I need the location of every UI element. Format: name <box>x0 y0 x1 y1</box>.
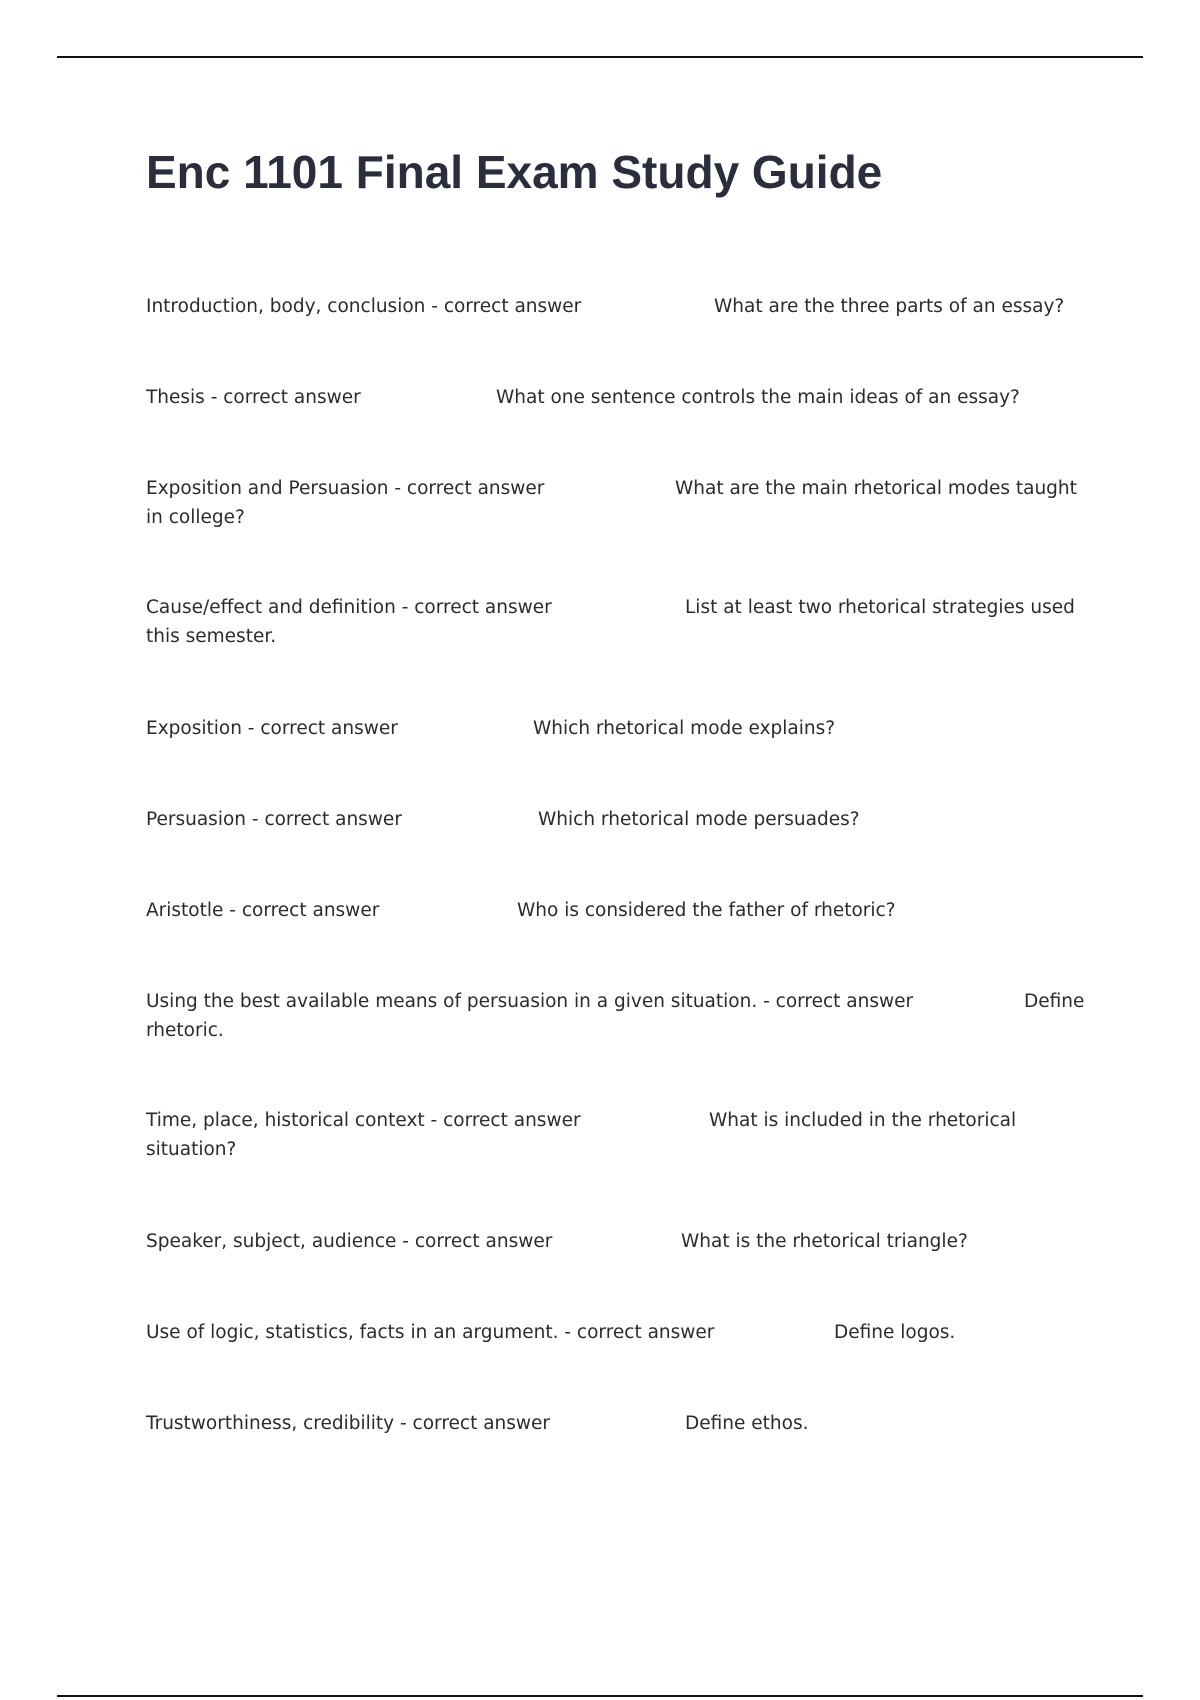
question-text: What is included in the rhetorical <box>709 1110 1017 1131</box>
answer-text: Cause/effect and definition - correct answer <box>146 597 552 618</box>
qa-item <box>146 593 1086 651</box>
question-continuation: this semester. <box>146 626 277 647</box>
qa-item <box>146 1227 1086 1256</box>
question-text: Define <box>1024 991 1085 1012</box>
qa-item <box>146 292 1086 321</box>
answer-text: Speaker, subject, audience - correct answer <box>146 1231 553 1252</box>
question-text: What are the three parts of an essay? <box>714 296 1065 317</box>
question-text: List at least two rhetorical strategies used <box>685 597 1075 618</box>
qa-item <box>146 1318 1086 1347</box>
question-continuation: situation? <box>146 1139 237 1160</box>
answer-text: Trustworthiness, credibility - correct answer <box>146 1413 551 1434</box>
question-text: Who is considered the father of rhetoric? <box>517 900 896 921</box>
question-text: What one sentence controls the main ideas of an essay? <box>496 387 1020 408</box>
question-continuation: in college? <box>146 507 245 528</box>
qa-item <box>146 474 1086 532</box>
answer-text: Thesis - correct answer <box>146 387 361 408</box>
question-text: What is the rhetorical triangle? <box>681 1231 968 1252</box>
answer-text: Using the best available means of persuasion in a given situation. - correct answer <box>146 991 914 1012</box>
answer-text: Exposition - correct answer <box>146 718 398 739</box>
answer-text: Introduction, body, conclusion - correct answer <box>146 296 582 317</box>
question-text: Which rhetorical mode persuades? <box>538 809 860 830</box>
bottom-rule <box>57 1695 1143 1697</box>
top-rule <box>57 56 1143 58</box>
qa-item <box>146 383 1086 412</box>
answer-text: Aristotle - correct answer <box>146 900 380 921</box>
qa-item <box>146 1106 1086 1164</box>
answer-text: Exposition and Persuasion - correct answer <box>146 478 545 499</box>
qa-item <box>146 1409 1086 1438</box>
qa-item <box>146 896 1086 925</box>
question-text: Define logos. <box>834 1322 956 1343</box>
answer-text: Persuasion - correct answer <box>146 809 402 830</box>
document-title: Enc 1101 Final Exam Study Guide <box>146 146 883 198</box>
qa-item <box>146 714 1086 743</box>
question-continuation: rhetoric. <box>146 1020 224 1041</box>
question-text: What are the main rhetorical modes taught <box>675 478 1077 499</box>
qa-item <box>146 805 1086 834</box>
question-text: Define ethos. <box>685 1413 809 1434</box>
qa-item <box>146 987 1086 1045</box>
answer-text: Time, place, historical context - correct answer <box>146 1110 581 1131</box>
answer-text: Use of logic, statistics, facts in an argument. - correct answer <box>146 1322 715 1343</box>
question-text: Which rhetorical mode explains? <box>533 718 836 739</box>
